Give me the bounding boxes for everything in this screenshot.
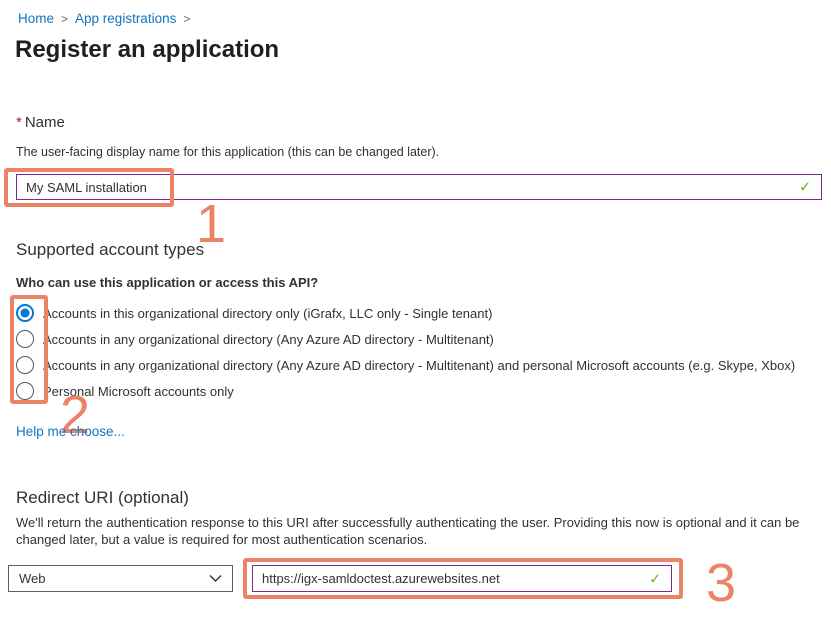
- valid-check-icon: ✓: [649, 570, 661, 586]
- page-title: Register an application: [15, 36, 280, 63]
- name-field-label: * Name: [16, 114, 65, 131]
- chevron-down-icon: [209, 574, 222, 583]
- help-me-choose-link[interactable]: Help me choose...: [16, 424, 125, 439]
- breadcrumb-separator-icon: >: [183, 12, 191, 26]
- radio-button[interactable]: [16, 330, 34, 348]
- section-heading-account-types: Supported account types: [16, 240, 205, 259]
- account-type-option-label: Accounts in any organizational directory (Any Azure AD directory - Multitenant): [43, 331, 494, 347]
- annotation-number-2: 2: [60, 385, 91, 445]
- account-types-question: Who can use this application or access this API?: [16, 275, 319, 290]
- redirect-uri-description: We'll return the authentication response to this URI after successfully authenticating the user. Providing this now is optional and it can be changed later, but a value is required for most authentication scenarios.: [16, 515, 800, 547]
- radio-button[interactable]: [16, 304, 34, 322]
- redirect-platform-select[interactable]: [8, 565, 233, 592]
- account-type-option-label: Accounts in any organizational directory (Any Azure AD directory - Multitenant) and personal Microsoft accounts (e.g. Skype, Xbox): [43, 357, 796, 373]
- account-type-option-multitenant-personal[interactable]: [16, 352, 795, 378]
- radio-button[interactable]: [16, 356, 34, 374]
- account-type-option-personal-only[interactable]: [16, 378, 795, 404]
- account-type-option-multitenant[interactable]: [16, 326, 795, 352]
- redirect-uri-input[interactable]: [252, 565, 672, 592]
- account-type-option-label: Accounts in this organizational directory only (iGrafx, LLC only - Single tenant): [43, 305, 493, 321]
- annotation-number-1: 1: [196, 194, 227, 254]
- redirect-uri-input-wrap: [252, 565, 672, 592]
- redirect-platform-selected-value: Web: [19, 571, 46, 586]
- name-input-wrap: [16, 174, 822, 200]
- account-type-option-single-tenant[interactable]: [16, 300, 795, 326]
- name-input[interactable]: [16, 174, 822, 200]
- breadcrumb-link-app-registrations[interactable]: App registrations: [75, 11, 177, 26]
- required-marker: *: [16, 114, 22, 131]
- section-heading-redirect-uri: Redirect URI (optional): [16, 488, 189, 507]
- account-type-options: [16, 300, 795, 404]
- account-type-option-label: Personal Microsoft accounts only: [43, 383, 234, 399]
- name-field-description: The user-facing display name for this application (this can be changed later).: [16, 145, 440, 159]
- annotation-number-3: 3: [706, 553, 737, 613]
- valid-check-icon: ✓: [799, 178, 811, 195]
- radio-button[interactable]: [16, 382, 34, 400]
- breadcrumb: [18, 11, 197, 26]
- breadcrumb-separator-icon: >: [61, 12, 69, 26]
- breadcrumb-link-home[interactable]: Home: [18, 11, 55, 26]
